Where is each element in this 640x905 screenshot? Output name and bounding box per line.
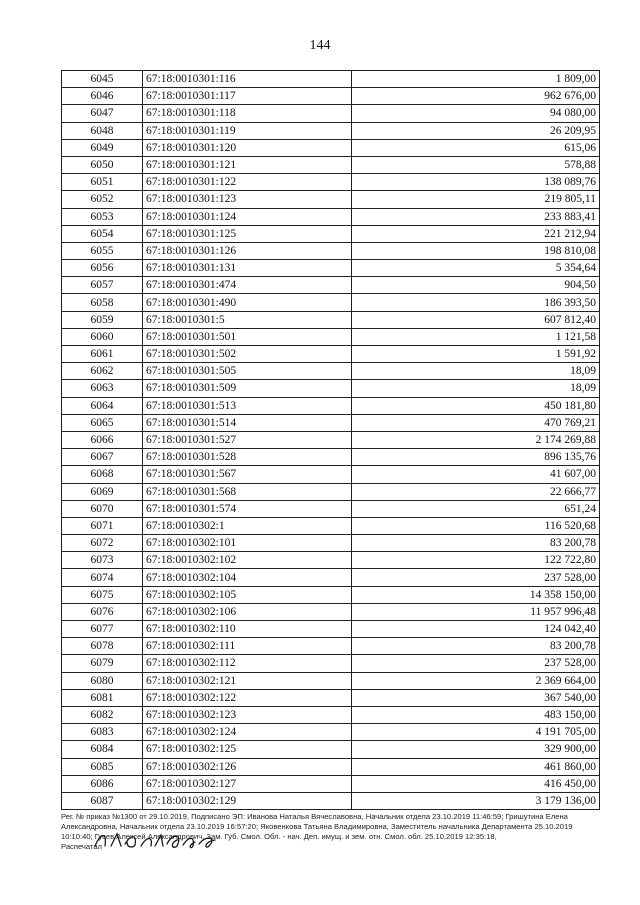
cadastral-value: 578,88 [352, 156, 600, 173]
row-number: 6076 [62, 603, 143, 620]
cadastral-value: 11 957 996,48 [352, 603, 600, 620]
table-row [62, 174, 600, 191]
table-row [62, 260, 600, 277]
table-row [62, 792, 600, 809]
row-number: 6074 [62, 569, 143, 586]
row-number: 6083 [62, 724, 143, 741]
cadastral-value: 122 722,80 [352, 552, 600, 569]
cadastral-number: 67:18:0010302:112 [143, 655, 352, 672]
row-number: 6053 [62, 208, 143, 225]
cadastral-value: 237 528,00 [352, 569, 600, 586]
row-number: 6048 [62, 122, 143, 139]
row-number: 6069 [62, 483, 143, 500]
cadastral-value: 5 354,64 [352, 260, 600, 277]
cadastral-value: 607 812,40 [352, 311, 600, 328]
cadastral-number: 67:18:0010301:509 [143, 380, 352, 397]
row-number: 6056 [62, 260, 143, 277]
row-number: 6084 [62, 741, 143, 758]
cadastral-value: 221 212,94 [352, 225, 600, 242]
table-row [62, 346, 600, 363]
row-number: 6054 [62, 225, 143, 242]
table-row [62, 741, 600, 758]
table-row [62, 139, 600, 156]
cadastral-value: 94 080,00 [352, 105, 600, 122]
cadastral-number: 67:18:0010301:567 [143, 466, 352, 483]
footer-line-2: Александровна, Начальник отдела 23.10.2019 16:57:20; Яковенкова Татьяна Владимировна, Заместитель начальника Департамента 25.10.2019 [61, 822, 573, 831]
row-number: 6045 [62, 71, 143, 88]
cadastral-value: 26 209,95 [352, 122, 600, 139]
document-footer [61, 812, 606, 852]
cadastral-number: 67:18:0010301:119 [143, 122, 352, 139]
cadastral-number: 67:18:0010301:490 [143, 294, 352, 311]
cadastral-number: 67:18:0010301:502 [143, 346, 352, 363]
table-row [62, 328, 600, 345]
cadastral-value: 138 089,76 [352, 174, 600, 191]
cadastral-number: 67:18:0010301:505 [143, 363, 352, 380]
row-number: 6080 [62, 672, 143, 689]
table-row [62, 431, 600, 448]
cadastral-number: 67:18:0010301:126 [143, 242, 352, 259]
row-number: 6059 [62, 311, 143, 328]
table-row [62, 466, 600, 483]
cadastral-number: 67:18:0010302:126 [143, 758, 352, 775]
registry-table [61, 70, 600, 810]
cadastral-value: 83 200,78 [352, 638, 600, 655]
cadastral-value: 237 528,00 [352, 655, 600, 672]
cadastral-number: 67:18:0010302:121 [143, 672, 352, 689]
cadastral-number: 67:18:0010301:123 [143, 191, 352, 208]
cadastral-value: 2 369 664,00 [352, 672, 600, 689]
row-number: 6085 [62, 758, 143, 775]
cadastral-value: 470 769,21 [352, 414, 600, 431]
row-number: 6067 [62, 449, 143, 466]
cadastral-value: 219 805,11 [352, 191, 600, 208]
table-row [62, 621, 600, 638]
cadastral-number: 67:18:0010301:474 [143, 277, 352, 294]
cadastral-value: 1 591,92 [352, 346, 600, 363]
cadastral-value: 1 809,00 [352, 71, 600, 88]
cadastral-number: 67:18:0010302:123 [143, 706, 352, 723]
row-number: 6049 [62, 139, 143, 156]
row-number: 6058 [62, 294, 143, 311]
cadastral-number: 67:18:0010302:110 [143, 621, 352, 638]
row-number: 6052 [62, 191, 143, 208]
cadastral-value: 83 200,78 [352, 535, 600, 552]
row-number: 6082 [62, 706, 143, 723]
cadastral-number: 67:18:0010301:116 [143, 71, 352, 88]
row-number: 6081 [62, 689, 143, 706]
cadastral-number: 67:18:0010302:102 [143, 552, 352, 569]
table-row [62, 706, 600, 723]
cadastral-number: 67:18:0010302:111 [143, 638, 352, 655]
row-number: 6047 [62, 105, 143, 122]
table-row [62, 122, 600, 139]
cadastral-number: 67:18:0010302:122 [143, 689, 352, 706]
table-row [62, 655, 600, 672]
row-number: 6077 [62, 621, 143, 638]
table-row [62, 363, 600, 380]
row-number: 6087 [62, 792, 143, 809]
row-number: 6073 [62, 552, 143, 569]
row-number: 6046 [62, 88, 143, 105]
cadastral-value: 3 179 136,00 [352, 792, 600, 809]
table-row [62, 586, 600, 603]
table-row [62, 277, 600, 294]
table-row [62, 449, 600, 466]
table-row [62, 225, 600, 242]
cadastral-number: 67:18:0010301:121 [143, 156, 352, 173]
cadastral-value: 2 174 269,88 [352, 431, 600, 448]
table-row [62, 242, 600, 259]
cadastral-value: 1 121,58 [352, 328, 600, 345]
table-row [62, 105, 600, 122]
table-row [62, 724, 600, 741]
table-row [62, 88, 600, 105]
cadastral-value: 41 607,00 [352, 466, 600, 483]
table-row [62, 535, 600, 552]
table-row [62, 191, 600, 208]
row-number: 6065 [62, 414, 143, 431]
cadastral-value: 22 666,77 [352, 483, 600, 500]
row-number: 6079 [62, 655, 143, 672]
cadastral-number: 67:18:0010301:5 [143, 311, 352, 328]
cadastral-value: 14 358 150,00 [352, 586, 600, 603]
cadastral-value: 962 676,00 [352, 88, 600, 105]
table-row [62, 517, 600, 534]
row-number: 6061 [62, 346, 143, 363]
cadastral-value: 651,24 [352, 500, 600, 517]
cadastral-value: 124 042,40 [352, 621, 600, 638]
row-number: 6055 [62, 242, 143, 259]
cadastral-number: 67:18:0010301:120 [143, 139, 352, 156]
cadastral-value: 18,09 [352, 363, 600, 380]
page-number: 144 [309, 38, 331, 53]
row-number: 6078 [62, 638, 143, 655]
row-number: 6060 [62, 328, 143, 345]
table-row [62, 758, 600, 775]
cadastral-value: 416 450,00 [352, 775, 600, 792]
cadastral-value: 233 883,41 [352, 208, 600, 225]
row-number: 6075 [62, 586, 143, 603]
cadastral-number: 67:18:0010301:125 [143, 225, 352, 242]
cadastral-value: 18,09 [352, 380, 600, 397]
cadastral-number: 67:18:0010301:574 [143, 500, 352, 517]
row-number: 6066 [62, 431, 143, 448]
printed-by-line [61, 842, 606, 852]
cadastral-value: 450 181,80 [352, 397, 600, 414]
handwritten-signature [91, 828, 241, 852]
cadastral-value: 4 191 705,00 [352, 724, 600, 741]
cadastral-number: 67:18:0010301:528 [143, 449, 352, 466]
row-number: 6071 [62, 517, 143, 534]
cadastral-number: 67:18:0010301:122 [143, 174, 352, 191]
row-number: 6063 [62, 380, 143, 397]
cadastral-value: 483 150,00 [352, 706, 600, 723]
cadastral-number: 67:18:0010301:131 [143, 260, 352, 277]
footer-line-1: Рег. № приказ №1300 от 29.10.2019, Подписано ЭП: Иванова Наталья Вячеславовна, Начальник отдела 23.10.2019 11:46:59; Гришутина Елена [61, 812, 568, 821]
cadastral-number: 67:18:0010302:127 [143, 775, 352, 792]
cadastral-number: 67:18:0010301:568 [143, 483, 352, 500]
cadastral-value: 367 540,00 [352, 689, 600, 706]
cadastral-number: 67:18:0010301:118 [143, 105, 352, 122]
table-row [62, 156, 600, 173]
cadastral-number: 67:18:0010302:124 [143, 724, 352, 741]
table-row [62, 414, 600, 431]
table-row [62, 311, 600, 328]
cadastral-number: 67:18:0010302:106 [143, 603, 352, 620]
cadastral-number: 67:18:0010302:125 [143, 741, 352, 758]
table-row [62, 71, 600, 88]
table-row [62, 638, 600, 655]
table-row [62, 672, 600, 689]
row-number: 6050 [62, 156, 143, 173]
row-number: 6072 [62, 535, 143, 552]
row-number: 6057 [62, 277, 143, 294]
cadastral-number: 67:18:0010301:513 [143, 397, 352, 414]
table-row [62, 552, 600, 569]
row-number: 6068 [62, 466, 143, 483]
row-number: 6051 [62, 174, 143, 191]
cadastral-value: 186 393,50 [352, 294, 600, 311]
cadastral-number: 67:18:0010301:117 [143, 88, 352, 105]
footer-line-3: 10:10:40; Гусев Алексей Александрович, Зам. Губ. Смол. Обл. - нач. Деп. имущ. и зем. отн. Смол. обл. 25.10.2019 12:35:18, [61, 832, 497, 841]
row-number: 6086 [62, 775, 143, 792]
cadastral-value: 896 135,76 [352, 449, 600, 466]
cadastral-value: 904,50 [352, 277, 600, 294]
cadastral-number: 67:18:0010301:527 [143, 431, 352, 448]
cadastral-number: 67:18:0010302:104 [143, 569, 352, 586]
cadastral-number: 67:18:0010302:105 [143, 586, 352, 603]
cadastral-value: 116 520,68 [352, 517, 600, 534]
row-number: 6064 [62, 397, 143, 414]
cadastral-number: 67:18:0010302:129 [143, 792, 352, 809]
cadastral-number: 67:18:0010302:101 [143, 535, 352, 552]
cadastral-value: 329 900,00 [352, 741, 600, 758]
cadastral-value: 461 860,00 [352, 758, 600, 775]
table-row [62, 483, 600, 500]
cadastral-number: 67:18:0010302:1 [143, 517, 352, 534]
table-row [62, 775, 600, 792]
cadastral-value: 615,06 [352, 139, 600, 156]
table-row [62, 603, 600, 620]
table-row [62, 569, 600, 586]
table-row [62, 380, 600, 397]
table-row [62, 294, 600, 311]
row-number: 6062 [62, 363, 143, 380]
row-number: 6070 [62, 500, 143, 517]
cadastral-value: 198 810,08 [352, 242, 600, 259]
table-row [62, 397, 600, 414]
table-row [62, 208, 600, 225]
registry-table-body [62, 71, 600, 810]
cadastral-number: 67:18:0010301:514 [143, 414, 352, 431]
cadastral-number: 67:18:0010301:501 [143, 328, 352, 345]
table-row [62, 689, 600, 706]
printed-by-label: Распечатал [61, 842, 102, 851]
cadastral-number: 67:18:0010301:124 [143, 208, 352, 225]
table-row [62, 500, 600, 517]
